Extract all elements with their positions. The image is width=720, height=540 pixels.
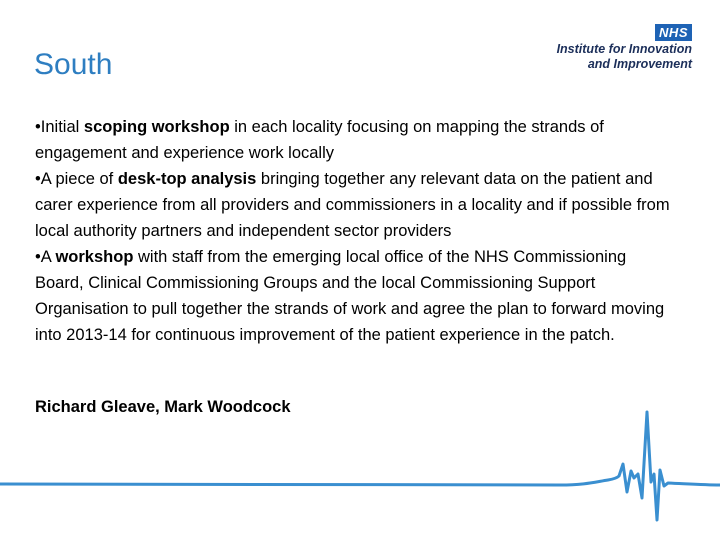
slide-title: South <box>34 48 113 81</box>
bullet-list <box>35 114 675 348</box>
nhs-badge: NHS <box>655 24 692 41</box>
pulse-line <box>0 412 720 520</box>
bullet-item: •A workshop with staff from the emerging local office of the NHS Commissioning Board, Clinical Commissioning Groups and the local Commissioning Support Organisation to pull together the strands of work and agree the plan to forward moving into 2013-14 for continuous improvement of the patient experience in the patch. <box>35 248 665 344</box>
nhs-institute-logo <box>552 24 692 70</box>
heartbeat-line-graphic <box>0 408 720 540</box>
bullet-item: •A piece of desk-top analysis bringing together any relevant data on the patient and carer experience from all providers and commissioners in a locality and if possible from local authority partners and independent sector providers <box>35 170 670 240</box>
logo-line-1: Institute for Innovation <box>556 42 692 56</box>
bullet-item: •Initial scoping workshop in each locality focusing on mapping the strands of engagement and experience work locally <box>35 118 604 162</box>
authors: Richard Gleave, Mark Woodcock <box>35 398 291 416</box>
logo-line-2: and Improvement <box>587 57 692 71</box>
